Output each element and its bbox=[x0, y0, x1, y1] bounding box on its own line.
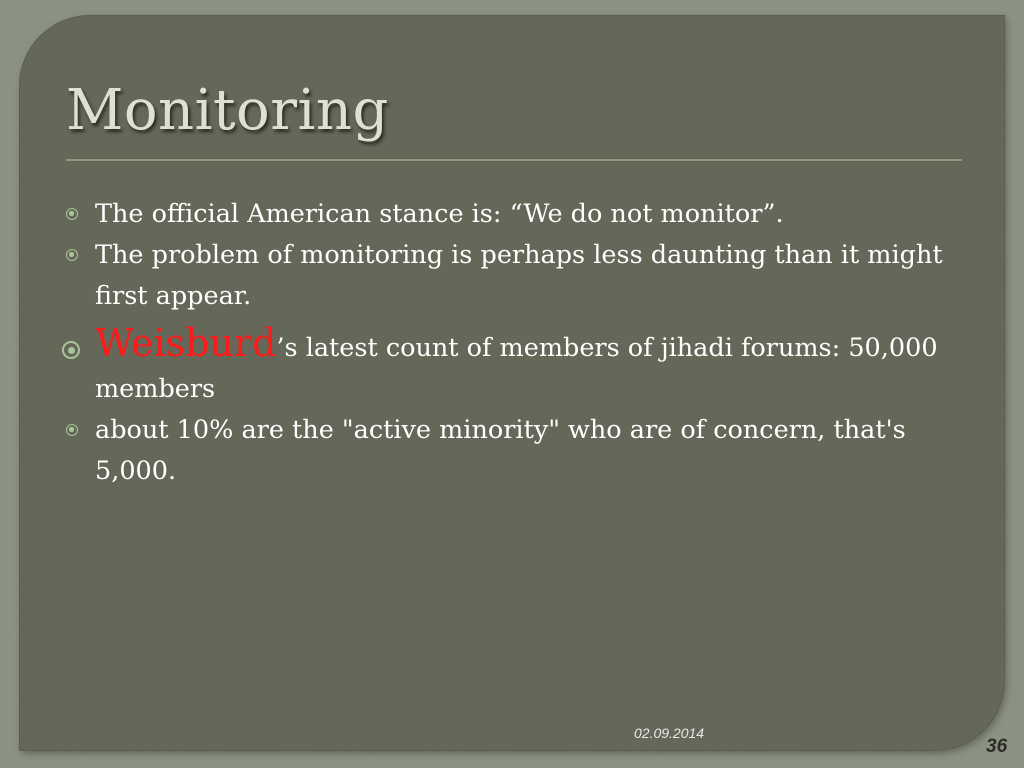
bullet-item bbox=[66, 323, 976, 410]
bullet-item bbox=[66, 235, 976, 317]
bullet-text: ’s latest count of members of jihadi forums: 50,000 members bbox=[95, 333, 938, 404]
bullet-text: about 10% are the "active minority" who are of concern, that's 5,000. bbox=[95, 415, 906, 486]
slide-number: 36 bbox=[986, 736, 1008, 757]
slide-title: Monitoring bbox=[66, 78, 389, 143]
footer-date: 02.09.2014 bbox=[634, 725, 705, 741]
title-divider bbox=[66, 159, 962, 161]
bullet-list bbox=[66, 194, 976, 492]
bullet-item bbox=[66, 410, 976, 492]
bullet-marker-icon bbox=[66, 208, 78, 220]
bullet-marker-icon bbox=[62, 341, 80, 359]
bullet-marker-icon bbox=[66, 249, 78, 261]
bullet-text: The official American stance is: “We do not monitor”. bbox=[95, 199, 784, 229]
bullet-marker-icon bbox=[66, 424, 78, 436]
bullet-item bbox=[66, 194, 976, 235]
highlighted-name: Weisburd bbox=[95, 321, 277, 365]
bullet-text: The problem of monitoring is perhaps less daunting than it might first appear. bbox=[95, 240, 943, 311]
